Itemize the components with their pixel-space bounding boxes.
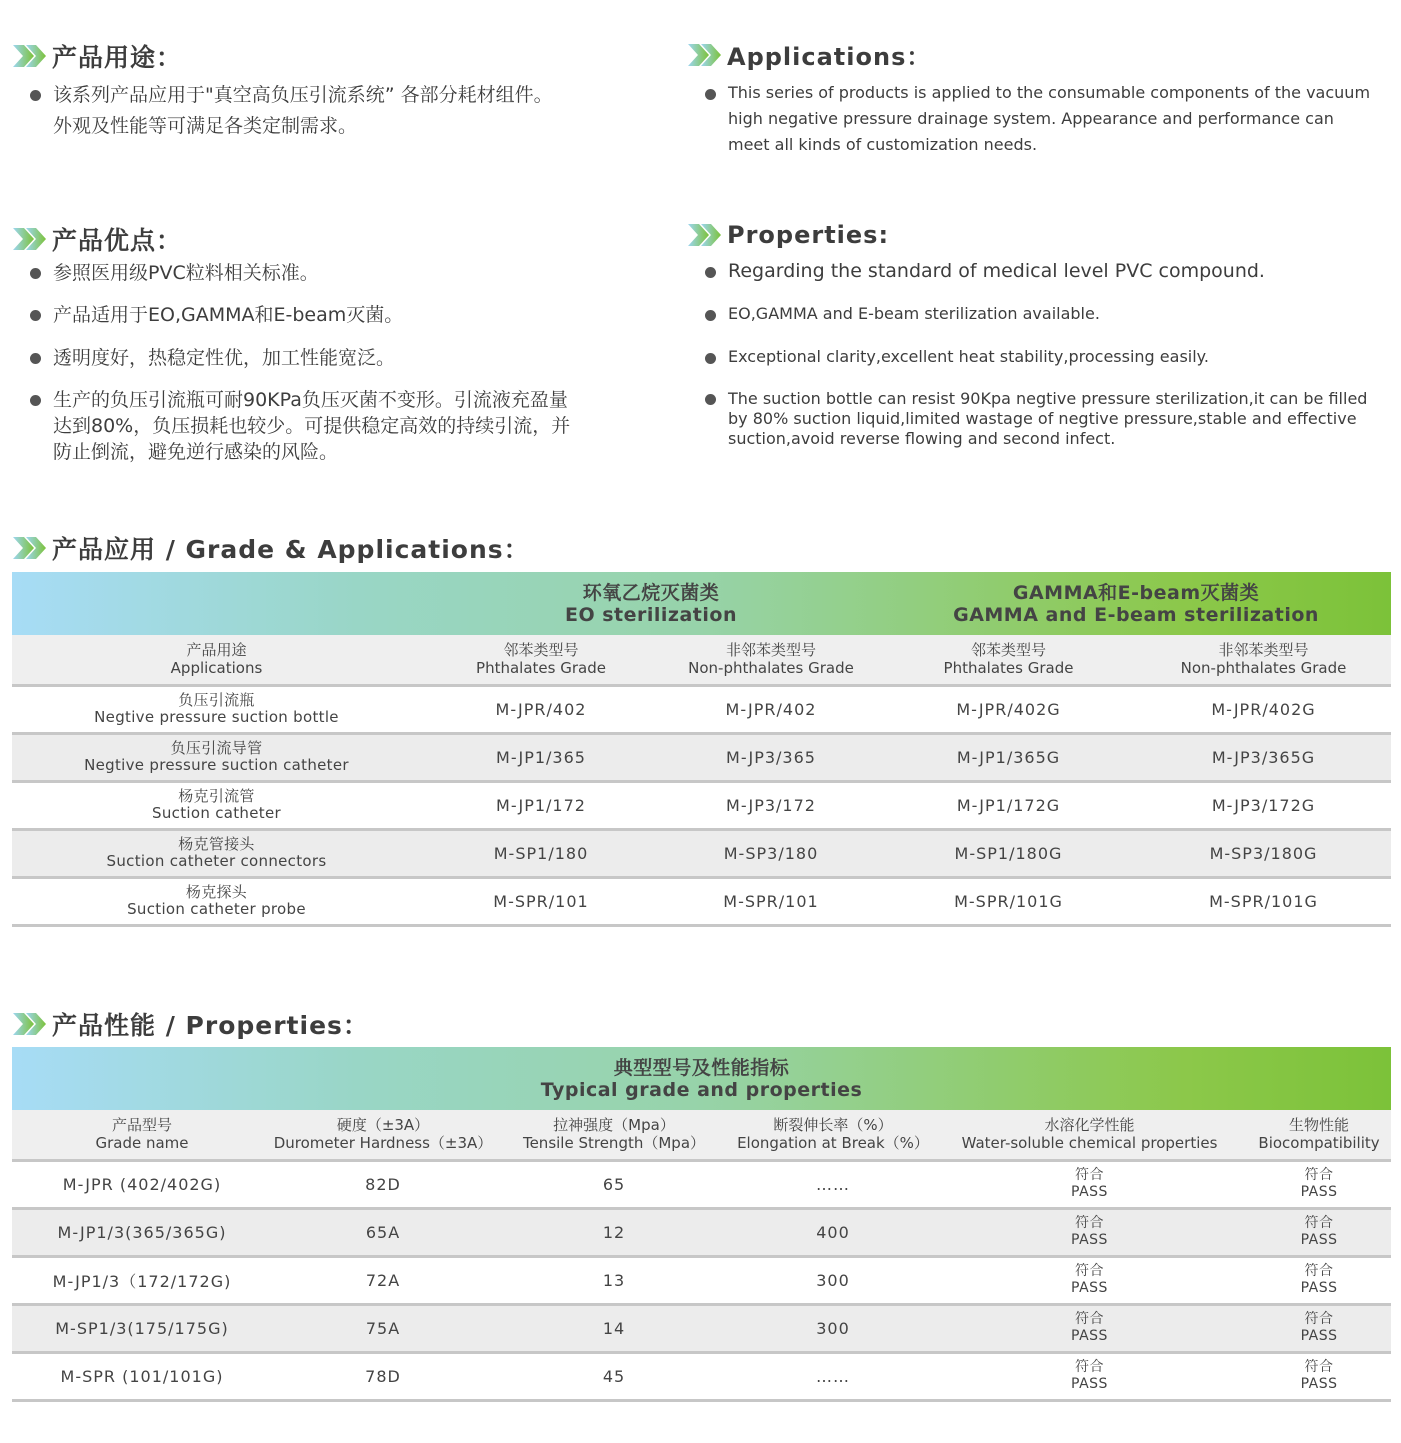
grade-name-cell: M-JP1/3(365/365G) <box>12 1208 272 1256</box>
double-chevron-icon <box>687 41 723 69</box>
table-row <box>12 1256 1391 1304</box>
tensile-cell: 13 <box>494 1256 734 1304</box>
applications-cn-item <box>30 82 553 139</box>
bullet-dot <box>705 394 716 405</box>
properties-cn-item <box>30 302 403 328</box>
water-soluble-cell: 符合 PASS <box>932 1352 1247 1400</box>
properties-table <box>12 1047 1391 1402</box>
elongation-cell: 300 <box>734 1304 932 1352</box>
applications-en-text: This series of products is applied to the consumable components of the vacuum high negative pressure drainage system. Appearance and performance can meet all kinds of customization needs. <box>728 83 1371 154</box>
biocompatibility-cell: 符合 PASS <box>1247 1160 1391 1208</box>
table-row <box>12 733 1391 781</box>
applications-en-item <box>705 80 1375 158</box>
row-label: 杨克探头 Suction catheter probe <box>12 877 421 925</box>
properties-en-item <box>705 301 1385 327</box>
column-header: 水溶化学性能 Water-soluble chemical properties <box>932 1110 1247 1160</box>
water-soluble-cell: 符合 PASS <box>932 1208 1247 1256</box>
table-cell: M-SPR/101G <box>881 877 1136 925</box>
table-cell: M-JP1/172 <box>421 781 661 829</box>
bullet-dot <box>30 90 41 101</box>
table-row <box>12 685 1391 733</box>
table-row <box>12 1352 1391 1400</box>
band-gamma-en: GAMMA and E-beam sterilization <box>953 603 1319 626</box>
table-cell: M-JPR/402G <box>881 685 1136 733</box>
properties-cn-item <box>30 345 395 371</box>
bullet-dot <box>30 395 41 406</box>
column-header: 拉神强度（Mpa） Tensile Strength（Mpa） <box>494 1110 734 1160</box>
row-label: 负压引流导管 Negtive pressure suction catheter <box>12 733 421 781</box>
biocompatibility-cell: 符合 PASS <box>1247 1352 1391 1400</box>
properties-en-text: The suction bottle can resist 90Kpa negtive pressure sterilization,it can be filled by 80% suction liquid,limited wastage of negtive pressure,stable and effective suction,avoid reverse flowing and second infect. <box>728 389 1368 448</box>
heading-text: Properties: <box>727 221 890 249</box>
hardness-cell: 72A <box>272 1256 494 1304</box>
band-eo-cn: 环氧乙烷灭菌类 <box>582 581 720 604</box>
grade-table-header <box>12 635 1391 685</box>
biocompatibility-cell: 符合 PASS <box>1247 1256 1391 1304</box>
hardness-cell: 65A <box>272 1208 494 1256</box>
properties-en-text: Regarding the standard of medical level PVC compound. <box>728 260 1265 282</box>
heading-text: 产品应用 / Grade & Applications： <box>52 535 530 564</box>
table-row <box>12 829 1391 877</box>
bullet-dot <box>705 310 716 321</box>
properties-cn-line: 生产的负压引流瓶可耐90KPa负压灭菌不变形。引流液充盈量 <box>53 389 568 411</box>
applications-cn-line-2: 外观及性能等可满足各类定制需求。 <box>53 115 358 137</box>
double-chevron-icon <box>12 534 48 562</box>
tensile-cell: 45 <box>494 1352 734 1400</box>
band-typical-en: Typical grade and properties <box>540 1078 863 1101</box>
table-cell: M-SPR/101 <box>661 877 881 925</box>
band-gamma-cn: GAMMA和E-beam灭菌类 <box>1012 581 1260 604</box>
grade-name-cell: M-JP1/3（172/172G) <box>12 1256 272 1304</box>
heading-text: 产品性能 / Properties： <box>52 1011 369 1040</box>
grade-section-heading <box>12 530 530 566</box>
biocompatibility-cell: 符合 PASS <box>1247 1208 1391 1256</box>
column-header: 邻苯类型号 Phthalates Grade <box>881 635 1136 685</box>
properties-cn-item <box>30 387 570 465</box>
band-typical-cn: 典型型号及性能指标 <box>613 1056 790 1079</box>
grade-table-band <box>12 572 1391 635</box>
heading-text: 产品用途： <box>52 43 183 72</box>
column-header: 邻苯类型号 Phthalates Grade <box>421 635 661 685</box>
column-header: 硬度（±3A） Durometer Hardness（±3A） <box>272 1110 494 1160</box>
water-soluble-cell: 符合 PASS <box>932 1160 1247 1208</box>
water-soluble-cell: 符合 PASS <box>932 1304 1247 1352</box>
heading-text: 产品优点： <box>52 226 183 255</box>
table-cell: M-JP1/365 <box>421 733 661 781</box>
band-typical <box>12 1047 1391 1110</box>
table-row <box>12 1160 1391 1208</box>
bullet-dot <box>30 268 41 279</box>
bullet-dot <box>30 353 41 364</box>
properties-cn-text: 透明度好，热稳定性优，加工性能宽泛。 <box>53 347 396 369</box>
row-label: 杨克引流管 Suction catheter <box>12 781 421 829</box>
double-chevron-icon <box>12 225 48 253</box>
properties-cn-item <box>30 260 319 286</box>
table-cell: M-SP3/180 <box>661 829 881 877</box>
table-cell: M-JP3/365 <box>661 733 881 781</box>
heading-text: Applications： <box>727 43 932 71</box>
table-cell: M-SPR/101 <box>421 877 661 925</box>
table-cell: M-JP3/365G <box>1136 733 1391 781</box>
table-row <box>12 781 1391 829</box>
elongation-cell: 400 <box>734 1208 932 1256</box>
column-header: 生物性能 Biocompatibility <box>1247 1110 1391 1160</box>
row-label: 杨克管接头 Suction catheter connectors <box>12 829 421 877</box>
grade-name-cell: M-SPR (101/101G) <box>12 1352 272 1400</box>
bullet-dot <box>705 353 716 364</box>
hardness-cell: 75A <box>272 1304 494 1352</box>
band-gamma <box>881 572 1391 635</box>
properties-en-item <box>705 258 1385 284</box>
properties-en-heading <box>687 221 889 249</box>
double-chevron-icon <box>12 42 48 70</box>
table-cell: M-JP1/365G <box>881 733 1136 781</box>
grade-name-cell: M-JPR (402/402G) <box>12 1160 272 1208</box>
hardness-cell: 78D <box>272 1352 494 1400</box>
column-header: 非邻苯类型号 Non-phthalates Grade <box>661 635 881 685</box>
row-label: 负压引流瓶 Negtive pressure suction bottle <box>12 685 421 733</box>
column-header: 产品型号 Grade name <box>12 1110 272 1160</box>
applications-en-heading <box>687 37 931 72</box>
table-cell: M-JPR/402G <box>1136 685 1391 733</box>
properties-en-item <box>705 389 1385 449</box>
table-cell: M-JP3/172 <box>661 781 881 829</box>
table-cell: M-SP1/180 <box>421 829 661 877</box>
properties-cn-line: 达到80%，负压损耗也较少。可提供稳定高效的持续引流，并 <box>53 415 571 437</box>
tensile-cell: 12 <box>494 1208 734 1256</box>
properties-cn-line: 防止倒流，避免逆行感染的风险。 <box>53 441 339 463</box>
properties-en-item <box>705 344 1385 370</box>
properties-cn-text: 参照医用级PVC粒料相关标准。 <box>53 262 319 284</box>
column-header: 非邻苯类型号 Non-phthalates Grade <box>1136 635 1391 685</box>
table-row <box>12 1208 1391 1256</box>
properties-cn-heading <box>12 221 182 257</box>
table-cell: M-JPR/402 <box>421 685 661 733</box>
table-cell: M-JPR/402 <box>661 685 881 733</box>
elongation-cell: 300 <box>734 1256 932 1304</box>
tensile-cell: 14 <box>494 1304 734 1352</box>
bullet-dot <box>30 310 41 321</box>
applications-cn-line-1: 该系列产品应用于"真空高负压引流系统” 各部分耗材组件。 <box>53 84 553 106</box>
grade-table <box>12 572 1391 927</box>
properties-section-heading <box>12 1006 369 1042</box>
tensile-cell: 65 <box>494 1160 734 1208</box>
column-header: 断裂伸长率（%） Elongation at Break（%） <box>734 1110 932 1160</box>
applications-cn-heading <box>12 38 182 74</box>
table-cell: M-SP1/180G <box>881 829 1136 877</box>
properties-en-text: Exceptional clarity,excellent heat stability,processing easily. <box>728 347 1209 366</box>
table-row <box>12 1304 1391 1352</box>
band-eo <box>421 572 881 635</box>
properties-cn-text: 产品适用于EO,GAMMA和E-beam灭菌。 <box>53 304 404 326</box>
table-cell: M-JP1/172G <box>881 781 1136 829</box>
water-soluble-cell: 符合 PASS <box>932 1256 1247 1304</box>
properties-table-header <box>12 1110 1391 1160</box>
biocompatibility-cell: 符合 PASS <box>1247 1304 1391 1352</box>
band-eo-en: EO sterilization <box>565 603 737 626</box>
properties-table-band <box>12 1047 1391 1110</box>
table-cell: M-JP3/172G <box>1136 781 1391 829</box>
column-header: 产品用途 Applications <box>12 635 421 685</box>
double-chevron-icon <box>687 221 723 249</box>
table-cell: M-SPR/101G <box>1136 877 1391 925</box>
bullet-dot <box>705 267 716 278</box>
table-row <box>12 877 1391 925</box>
elongation-cell: …… <box>734 1352 932 1400</box>
hardness-cell: 82D <box>272 1160 494 1208</box>
elongation-cell: …… <box>734 1160 932 1208</box>
bullet-dot <box>705 89 716 100</box>
table-cell: M-SP3/180G <box>1136 829 1391 877</box>
grade-name-cell: M-SP1/3(175/175G) <box>12 1304 272 1352</box>
double-chevron-icon <box>12 1010 48 1038</box>
properties-en-text: EO,GAMMA and E-beam sterilization available. <box>728 304 1100 323</box>
